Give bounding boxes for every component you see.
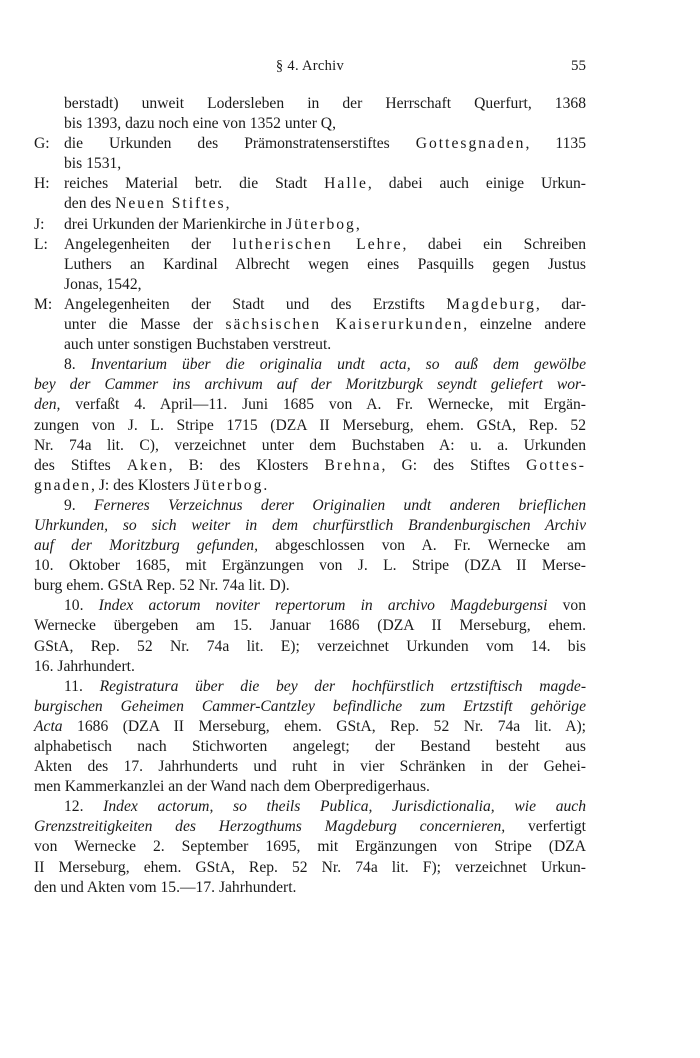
text-line: bis 1531, (64, 155, 122, 173)
text-line: den des Neuen Stiftes, (64, 195, 230, 213)
text-line: 11. Registratura über die bey der hochfürstlich ertzstiftisch magde- (64, 677, 587, 695)
text-line: den und Akten vom 15.—17. Jahrhundert. (34, 878, 297, 896)
text-line: men Kammerkanzlei an der Wand nach dem Oberpredigerhaus. (34, 778, 430, 796)
text-line: Grenzstreitigkeiten des Herzogthums Magdeburg concernieren, verfertigt (34, 818, 586, 836)
page-number: 55 (571, 58, 586, 74)
text-line: die Urkunden des Prämonstratenserstiftes Gottesgnaden, 1135 (64, 135, 586, 153)
text-line: Nr. 74a lit. C), verzeichnet unter dem Buchstaben A: u. a. Urkunden (34, 436, 586, 454)
text-line: alphabetisch nach Stichworten angelegt; der Bestand besteht aus (34, 738, 586, 755)
text-line: Angelegenheiten der lutherischen Lehre, dabei ein Schreiben (64, 235, 587, 253)
page (34, 54, 586, 898)
list-item-l (34, 235, 586, 295)
list-item-continuation (34, 94, 586, 134)
list-letter: M: (34, 295, 53, 313)
body-text (34, 94, 586, 898)
list-letter: L: (34, 235, 48, 253)
paragraph-12 (34, 797, 586, 897)
text-line: bey der Cammer ins archivum auf der Moritzburgk seyndt geliefert wor- (34, 376, 586, 394)
text-line: auf der Moritzburg gefunden, abgeschlossen von A. Fr. Wernecke am (34, 537, 587, 555)
text-line: Luthers an Kardinal Albrecht wegen eines Pasquills gegen Justus (64, 255, 586, 273)
paragraph-8 (34, 355, 586, 496)
list-letter: H: (34, 175, 50, 193)
text-line: des Stiftes Aken, B: des Klosters Brehna, G: des Stiftes Gottes- (34, 456, 586, 474)
text-line: 10. Oktober 1685, mit Ergänzungen von J. L. Stripe (DZA II Merse- (34, 557, 586, 575)
text-line: drei Urkunden der Marienkirche in Jüterbog, (64, 215, 360, 233)
text-line: Uhrkunden, so sich weiter in dem churfürstlich Brandenburgischen Archiv (34, 516, 586, 534)
text-line: bis 1393, dazu noch eine von 1352 unter Q, (64, 115, 336, 133)
text-line: gnaden, J: des Klosters Jüterbog. (34, 476, 268, 494)
text-line: unter die Masse der sächsischen Kaiserurkunden, einzelne andere (64, 316, 586, 334)
text-line: von Wernecke 2. September 1695, mit Ergänzungen von Stripe (DZA (34, 838, 586, 856)
text-line: auch unter sonstigen Buchstaben verstreut. (64, 336, 332, 354)
text-line: zungen von J. L. Stripe 1715 (DZA II Merseburg, ehem. GStA, Rep. 52 (34, 416, 586, 434)
list-item-h (34, 174, 586, 214)
list-letter: J: (34, 215, 45, 233)
list-letter: G: (34, 135, 50, 153)
list-item-j (34, 215, 586, 235)
list-item-m (34, 295, 586, 355)
text-line: berstadt) unweit Lodersleben in der Herrschaft Querfurt, 1368 (64, 95, 586, 112)
paragraph-10 (34, 596, 586, 676)
running-head (34, 54, 586, 80)
text-line: burg ehem. GStA Rep. 52 Nr. 74a lit. D). (34, 577, 290, 595)
text-line: Akten des 17. Jahrhunderts und ruht in vier Schränken in der Gehei- (34, 758, 586, 776)
text-line: GStA, Rep. 52 Nr. 74a lit. E); verzeichnet Urkunden vom 14. bis (34, 637, 586, 655)
paragraph-11 (34, 677, 586, 798)
running-title: § 4. Archiv (275, 58, 345, 74)
text-line: burgischen Geheimen Cammer-Cantzley befindliche zum Ertzstift gehörige (34, 697, 586, 715)
text-line: reiches Material betr. die Stadt Halle, dabei auch einige Urkun- (64, 175, 586, 193)
text-line: 16. Jahrhundert. (34, 657, 135, 675)
text-line: II Merseburg, ehem. GStA, Rep. 52 Nr. 74a lit. F); verzeichnet Urkun- (34, 858, 586, 876)
text-line: Acta 1686 (DZA II Merseburg, ehem. GStA, Rep. 52 Nr. 74a lit. A); (34, 717, 586, 735)
text-line: Wernecke übergeben am 15. Januar 1686 (DZA II Merseburg, ehem. (34, 617, 586, 635)
text-line: den, verfaßt 4. April—11. Juni 1685 von A. Fr. Wernecke, mit Ergän- (34, 396, 586, 414)
text-line: 8. Inventarium über die originalia undt acta, so auß dem gewölbe (64, 356, 586, 374)
text-line: 9. Ferneres Verzeichnus derer Originalien undt anderen brieflichen (64, 496, 586, 514)
paragraph-9 (34, 496, 586, 596)
text-line: 10. Index actorum noviter repertorum in archivo Magdeburgensi von (64, 597, 587, 615)
text-line: Angelegenheiten der Stadt und des Erzstifts Magdeburg, dar- (64, 295, 586, 313)
list-item-g (34, 134, 586, 174)
text-line: Jonas, 1542, (64, 275, 142, 293)
text-line: 12. Index actorum, so theils Publica, Jurisdictionalia, wie auch (64, 798, 587, 816)
